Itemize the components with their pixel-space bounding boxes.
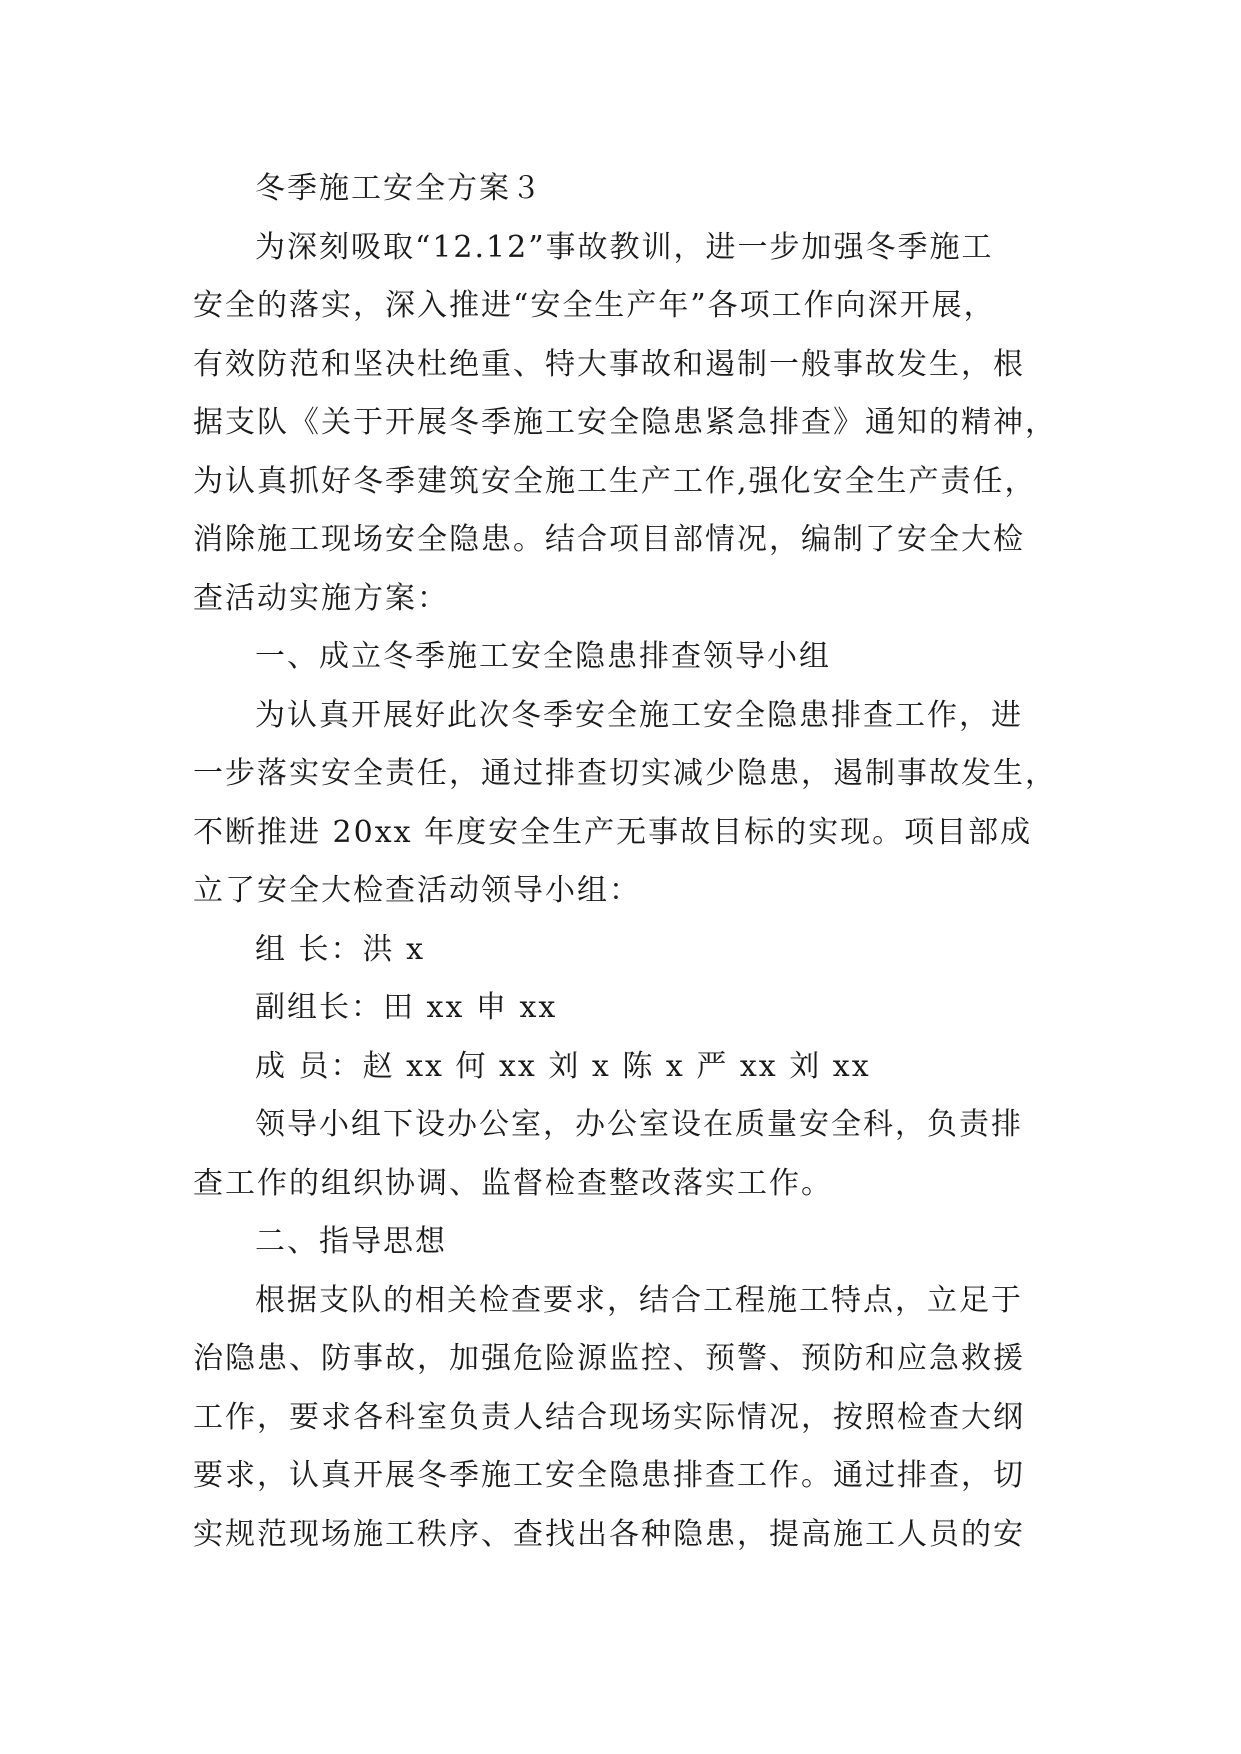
team-leader-line: 组 长：洪 x: [255, 931, 425, 967]
team-members-line: 成 员：赵 xx 何 xx 刘 x 陈 x 严 xx 刘 xx: [255, 1048, 871, 1084]
paragraph-line: 消除施工现场安全隐患。结合项目部情况，编制了安全大检: [193, 522, 1025, 557]
paragraph-line: 查活动实施方案：: [193, 580, 449, 616]
paragraph-line: 要求，认真开展冬季施工安全隐患排查工作。通过排查，切: [193, 1458, 1025, 1493]
section-heading: 二、指导思想: [255, 1224, 447, 1259]
paragraph-line: 查工作的组织协调、监督检查整改落实工作。: [193, 1165, 833, 1201]
document-title: 冬季施工安全方案３: [255, 171, 543, 206]
paragraph-line: 工作，要求各科室负责人结合现场实际情况，按照检查大纲: [193, 1399, 1025, 1435]
paragraph-line: 不断推进 20xx 年度安全生产无事故目标的实现。项目部成: [193, 814, 1033, 850]
document-body: [193, 160, 1057, 1564]
paragraph-line: 安全的落实，深入推进“安全生产年”各项工作向深开展，: [193, 288, 996, 323]
paragraph-line: 根据支队的相关检查要求，结合工程施工特点，立足于: [255, 1282, 1023, 1318]
paragraph-line: 据支队《关于开展冬季施工安全隐患紧急排查》通知的精神，: [193, 405, 1057, 440]
paragraph-line: 为认真抓好冬季建筑安全施工生产工作,强化安全生产责任，: [193, 463, 1037, 499]
paragraph-line: 治隐患、防事故，加强危险源监控、预警、预防和应急救援: [193, 1341, 1025, 1376]
section-heading: 一、成立冬季施工安全隐患排查领导小组: [255, 639, 831, 674]
deputy-leader-line: 副组长：田 xx 申 xx: [255, 990, 558, 1025]
paragraph-line: 立了安全大检查活动领导小组：: [193, 873, 641, 908]
paragraph-line: 实规范现场施工秩序、查找出各种隐患，提高施工人员的安: [193, 1516, 1025, 1552]
paragraph-line: 有效防范和坚决杜绝重、特大事故和遏制一般事故发生，根: [193, 346, 1025, 382]
paragraph-line: 为认真开展好此次冬季安全施工安全隐患排查工作，进: [255, 697, 1023, 733]
paragraph-line: 一步落实安全责任，通过排查切实减少隐患，遏制事故发生，: [193, 756, 1057, 791]
paragraph-line: 为深刻吸取“12.12”事故教训，进一步加强冬季施工: [255, 229, 994, 265]
paragraph-line: 领导小组下设办公室，办公室设在质量安全科，负责排: [255, 1107, 1023, 1142]
